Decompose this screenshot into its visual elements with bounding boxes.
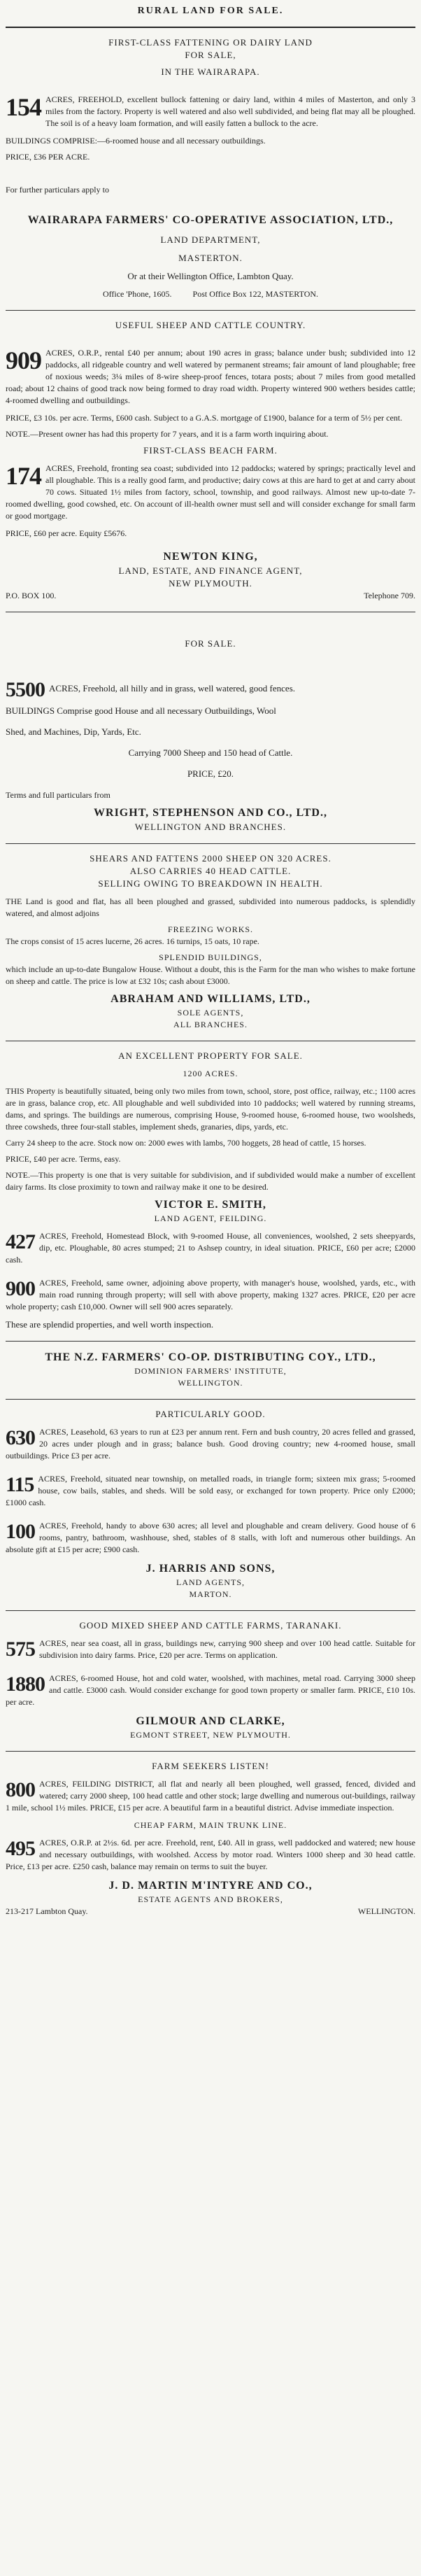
listing-buildings: BUILDINGS COMPRISE:—6-roomed house and all necessary outbuildings. — [6, 136, 266, 146]
listing-acreage: 5500 — [6, 678, 45, 701]
listing-description: The crops consist of 15 acres lucerne, 26 acres. 16 turnips, 15 oats, 10 rape. — [6, 936, 259, 946]
listing-subheading: SPLENDID BUILDINGS, — [159, 952, 262, 962]
divider — [6, 843, 415, 844]
agent-address: 213-217 Lambton Quay. — [6, 1906, 88, 1916]
agent-box: Post Office Box 122, MASTERTON. — [192, 289, 319, 299]
agent-role: LAND, ESTATE, AND FINANCE AGENT, — [118, 565, 303, 576]
agent-address: EGMONT STREET, NEW PLYMOUTH. — [130, 1730, 291, 1740]
agent-name: GILMOUR AND CLARKE, — [136, 1715, 285, 1727]
advert-heading: FIRST-CLASS FATTENING OR DAIRY LAND — [108, 37, 313, 48]
advert-location: IN THE WAIRARAPA. — [161, 66, 260, 77]
agent-office: Or at their Wellington Office, Lambton Quay. — [127, 271, 294, 281]
listing-acreage: 100 — [6, 1520, 35, 1543]
agent-town: MARTON. — [189, 1589, 232, 1599]
advert-heading: SHEARS AND FATTENS 2000 SHEEP ON 320 ACRES. — [90, 853, 331, 864]
column-header: RURAL LAND FOR SALE. — [137, 6, 284, 16]
listing-subheading: FREEZING WORKS. — [167, 924, 254, 934]
divider — [6, 1341, 415, 1342]
listing-acreage: 495 — [6, 1837, 35, 1860]
divider — [6, 1751, 415, 1752]
agent-town: WELLINGTON. — [357, 1906, 415, 1916]
advert-wairarapa — [6, 36, 415, 300]
advert-heading: AN EXCELLENT PROPERTY FOR SALE. — [118, 1050, 303, 1061]
agent-contact — [6, 288, 415, 300]
listing-acreage: 154 — [6, 93, 41, 121]
advert-acreage: 1200 ACRES. — [183, 1069, 238, 1078]
divider — [6, 310, 415, 311]
advert-heading: PARTICULARLY GOOD. — [155, 1409, 266, 1419]
listing-description: which include an up-to-date Bungalow House. Without a doubt, this is the Farm for the man who wishes to make fortune on sheep and cattle. The price is low at £32 10s; cash about £3000. — [6, 964, 415, 986]
listing — [6, 1837, 415, 1873]
listing — [6, 1426, 415, 1462]
listing — [6, 678, 415, 699]
agent-department: LAND DEPARTMENT, — [160, 234, 261, 245]
agent-role: LAND AGENT, FEILDING. — [154, 1213, 267, 1223]
advert-heading: FARM SEEKERS LISTEN! — [152, 1761, 269, 1771]
listing-note: NOTE.—This property is one that is very suitable for subdivision, and if subdivided would make a number of excellent dairy farms. Its close proximity to town and railway make it one to be desired. — [6, 1170, 415, 1192]
agent-phone: Office 'Phone, 1605. — [102, 289, 172, 299]
advert-nz-farmers — [6, 1350, 415, 1389]
listing-line: BUILDINGS Comprise good House and all necessary Outbuildings, Wool — [6, 705, 276, 716]
listing-acreage: 174 — [6, 462, 41, 490]
agent-name: ABRAHAM AND WILLIAMS, LTD., — [110, 993, 311, 1005]
listing-note: NOTE.—Present owner has had this property for 7 years, and it is a farm worth inquiring about. — [6, 429, 329, 439]
listing-description: ACRES, Freehold, same owner, adjoining above property, with manager's house, woolshed, yards, etc., with main road running through property; will sell with above property, making 1327 acres. PRICE, £20 per acre whole property; cash £10,000. Owner will sell 900 acres separately. — [6, 1278, 415, 1311]
agent-contact — [6, 590, 415, 602]
listing-price: PRICE, £40 per acre. Terms, easy. — [6, 1154, 121, 1164]
listing-description: ACRES, FEILDING DISTRICT, all flat and nearly all been ploughed, well grassed, fenced, divided and watered; carry 2000 sheep, 100 head cattle and other stock; large dwelling and numerous out-buildings, railway 1 mile, school 1½ miles. PRICE, £15 per acre. A beautiful farm in a beautiful district. Advise immediate inspection. — [6, 1779, 415, 1813]
listing-price: PRICE, £60 per acre. Equity £5676. — [6, 528, 127, 538]
listing — [6, 1277, 415, 1313]
listing-description: ACRES, Freehold, fronting sea coast; subdivided into 12 paddocks; watered by springs; practically level and all ploughable. This is a really good farm, and productive; dairy cows at this are hard to get at and carry about 70 cows. Situated 1½ miles from factory, school, township, and good railways. Almost new up-to-date 7-roomed dwelling, good cowshed, etc. On account of ill-health owner must sell and will consider exchange for small farm or good mortgage. — [6, 463, 415, 521]
listing-acreage: 900 — [6, 1277, 35, 1300]
agent-name: J. HARRIS AND SONS, — [145, 1563, 276, 1575]
listing-stock: Carry 24 sheep to the acre. Stock now on: 2000 ewes with lambs, 700 hoggets, 28 head of cattle, 15 horses. — [6, 1138, 366, 1148]
listing-line: ACRES, Freehold, all hilly and in grass, well watered, good fences. — [49, 683, 296, 694]
agent-name: J. D. MARTIN M'INTYRE AND CO., — [108, 1880, 313, 1892]
agent-phone: Telephone 709. — [364, 591, 415, 600]
agent-town: NEW PLYMOUTH. — [169, 578, 252, 589]
divider — [6, 1610, 415, 1611]
listing-acreage: 115 — [6, 1473, 34, 1496]
listing-description: ACRES, 6-roomed House, hot and cold water, woolshed, with machines, metal road. Carrying 3000 sheep and cattle. £3000 cash. Would consider exchange for good town property or smaller farm. PRICE, £10 10s. per acre. — [6, 1673, 415, 1707]
agent-name: WRIGHT, STEPHENSON AND CO., LTD., — [94, 807, 327, 819]
advert-wright-stephenson — [6, 621, 415, 833]
agent-institute: DOMINION FARMERS' INSTITUTE, — [134, 1366, 287, 1376]
listing-line: Carrying 7000 Sheep and 150 head of Cattle. — [128, 747, 293, 758]
listing-description: ACRES, Leasehold, 63 years to run at £23 per annum rent. Fern and bush country, 20 acres felled and grassed, 20 acres under plough and in grass; balance bush. Good droving country; new 4-roomed house, small outbuildings. Price £3 per acre. — [6, 1427, 415, 1461]
advert-abraham-williams — [6, 852, 415, 1031]
advert-harris-sons — [6, 1408, 415, 1600]
agent-branches: ALL BRANCHES. — [173, 1020, 248, 1029]
listing — [6, 1473, 415, 1509]
listing-description: ACRES, Freehold, handy to above 630 acres; all level and ploughable and cream delivery. Good house of 6 rooms, pantry, bathroom, washhouse, shed, stables of 8 stalls, with loft and numerous other buildings. An absolute gift at £15 per acre; £900 cash. — [6, 1521, 415, 1554]
listing-description: ACRES, FREEHOLD, excellent bullock fattening or dairy land, within 4 miles of Masterton, and only 3 miles from the factory. Property is well watered and also well subdivided, and being flat may all be ploughed. The soil is of a heavy loam formation, and will easily fatten a bullock to the acre. — [45, 94, 415, 128]
listing-description: ACRES, O.R.P., rental £40 per annum; about 190 acres in grass; balance under bush; subdivided into 12 paddocks, all ridgeable country and well watered by permanent streams; fair amount of land ploughable; free of noxious weeds; 3¼ miles of 8-wire sheep-proof fences, totara posts; about 7 miles from good metalled road; about 12 chains of good track now being formed to dray road width. Property wintered 900 wethers besides cattle; 4-roomed dwelling and outbuildings. — [6, 348, 415, 405]
agent-name: WAIRARAPA FARMERS' CO-OPERATIVE ASSOCIATION, LTD., — [27, 214, 394, 226]
listing-acreage: 575 — [6, 1638, 35, 1661]
agent-branches: WELLINGTON AND BRANCHES. — [134, 822, 287, 832]
listing-description: ACRES, O.R.P. at 2½s. 6d. per acre. Freehold, rent, £40. All in grass, well paddocked and watered; new house and necessary outbuildings, with woolshed. Access by motor road. Winters 1000 sheep and 30 head cattle. Price, £13 per acre. £250 cash, balance may remain on terms to suit the buyer. — [6, 1838, 415, 1871]
advert-newton-king — [6, 319, 415, 602]
listing — [6, 1230, 415, 1266]
agent-name: THE N.Z. FARMERS' CO-OP. DISTRIBUTING COY., LTD., — [45, 1351, 376, 1363]
listing — [6, 347, 415, 407]
listing-footer: These are splendid properties, and well worth inspection. — [6, 1319, 214, 1330]
listing-price: PRICE, £20. — [187, 768, 234, 779]
listing-acreage: 427 — [6, 1230, 35, 1253]
listing-description: ACRES, Freehold, Homestead Block, with 9-roomed House, all conveniences, woolshed, 2 sets sheepyards, dip, etc. Ploughable, 80 acres stumped; 21 to Ashsep country, in ideal situation. PRICE, £60 per acre; £2000 cash. — [6, 1231, 415, 1265]
advert-subheading: SELLING OWING TO BREAKDOWN IN HEALTH. — [98, 878, 323, 889]
agent-role: SOLE AGENTS, — [177, 1008, 244, 1018]
listing-acreage: 800 — [6, 1778, 35, 1801]
listing-acreage: 630 — [6, 1426, 35, 1449]
listing-price: PRICE, £36 PER ACRE. — [6, 152, 90, 162]
listing-description: ACRES, near sea coast, all in grass, buildings new, carrying 900 sheep and over 100 head cattle. Suitable for subdivision into dairy farms. Price, £20 per acre. Terms on application. — [39, 1638, 415, 1660]
listing-price: PRICE, £3 10s. per acre. Terms, £600 cash. Subject to a G.A.S. mortgage of £1900, balance for a term of 5½ per cent. — [6, 413, 403, 423]
listing-line: Shed, and Machines, Dip, Yards, Etc. — [6, 726, 141, 737]
advert-subheading: ALSO CARRIES 40 HEAD CATTLE. — [129, 866, 292, 876]
listing — [6, 1778, 415, 1814]
agent-role: LAND AGENTS, — [176, 1577, 245, 1587]
agent-role: ESTATE AGENTS AND BROKERS, — [138, 1894, 283, 1904]
advert-subheading: CHEAP FARM, MAIN TRUNK LINE. — [134, 1820, 287, 1830]
advert-heading: FOR SALE. — [185, 638, 236, 649]
advert-martin-mintyre — [6, 1760, 415, 1917]
listing — [6, 94, 415, 129]
divider — [6, 27, 415, 28]
advert-victor-smith — [6, 1050, 415, 1331]
listing-description: ACRES, Freehold, situated near township, on metalled roads, in triangle form; sixteen mix grass; 5-roomed house, cow bails, stables, and sheds. Will be sold easy, or exchanged for town property. Price only £2000; £1000 cash. — [6, 1474, 415, 1507]
advert-gilmour-clarke — [6, 1619, 415, 1741]
listing — [6, 463, 415, 522]
agent-name: VICTOR E. SMITH, — [155, 1199, 266, 1211]
divider — [6, 1399, 415, 1400]
listing — [6, 1673, 415, 1708]
listing-description: THE Land is good and flat, has all been ploughed and grassed, subdivided into numerous paddocks, is splendidly watered, and almost adjoins — [6, 896, 415, 918]
listing-acreage: 1880 — [6, 1673, 45, 1696]
agent-box: P.O. BOX 100. — [6, 591, 57, 600]
agent-town: WELLINGTON. — [178, 1378, 243, 1388]
newspaper-page — [6, 0, 415, 1917]
apply-text: Terms and full particulars from — [6, 790, 110, 800]
listing — [6, 1520, 415, 1556]
agent-name: NEWTON KING, — [163, 551, 258, 563]
advert-heading: GOOD MIXED SHEEP AND CATTLE FARMS, TARANAKI. — [79, 1620, 342, 1631]
listing-description: THIS Property is beautifully situated, being only two miles from town, school, store, post office, railway, etc.; 1100 acres are in grass, balance crop, etc. All ploughable and well subdivided into 10 paddocks; well watered by running streams, dams, and springs. The buildings are numerous, comprising House, 9-roomed house, 6-roomed house, two woolsheds, three cowsheds, three four-stall stables, implement sheds, granaries, dips, yards, etc. — [6, 1086, 415, 1132]
apply-text: For further particulars apply to — [6, 185, 109, 195]
agent-town: MASTERTON. — [178, 253, 243, 263]
advert-subheading: FIRST-CLASS BEACH FARM. — [143, 445, 278, 456]
advert-subheading: FOR SALE, — [185, 50, 236, 60]
agent-contact — [6, 1906, 415, 1917]
listing — [6, 1638, 415, 1661]
advert-heading: USEFUL SHEEP AND CATTLE COUNTRY. — [115, 320, 306, 330]
listing-acreage: 909 — [6, 346, 41, 374]
